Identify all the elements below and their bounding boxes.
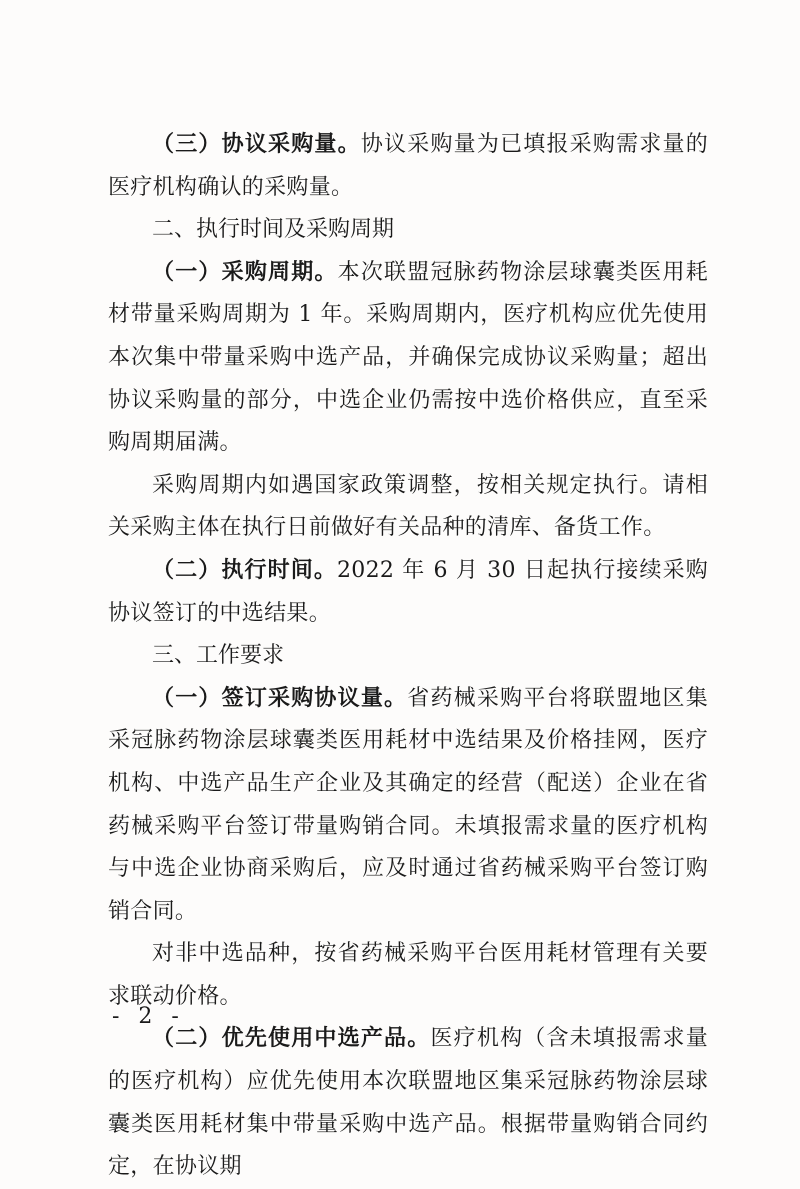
paragraph-lead: （三）协议采购量。 — [152, 132, 361, 157]
paragraph-text: 对非中选品种，按省药械采购平台医用耗材管理有关要求联动价格。 — [108, 941, 708, 1009]
paragraph-agreed-volume — [108, 124, 708, 209]
paragraph-policy-adjustment — [108, 465, 708, 550]
paragraph-text: 采购周期内如遇国家政策调整，按相关规定执行。请相关采购主体在执行日前做好有关品种的清库、备货工作。 — [108, 472, 708, 541]
paragraph-text: 协议采购量为已填报采购需求量的医疗机构确认的采购量。 — [108, 132, 708, 200]
section-heading-requirements: 三、工作要求 — [152, 643, 285, 669]
paragraph-lead: （二）执行时间。 — [152, 557, 337, 583]
paragraph-non-selected — [108, 933, 708, 1018]
paragraph-lead: （一）签订采购协议量。 — [152, 685, 408, 711]
paragraph-text: 医疗机构（含未填报需求量的医疗机构）应优先使用本次联盟地区集采冠脉药物涂层球囊类医用耗材集中带量采购中选产品。根据带量购销合同约定，在协议期 — [108, 1026, 708, 1180]
section-heading-execution: 二、执行时间及采购周期 — [152, 217, 395, 243]
paragraph-text: 省药械采购平台将联盟地区集采冠脉药物涂层球囊类医用耗材中选结果及价格挂网，医疗机构、中选产品生产企业及其确定的经营（配送）企业在省药械采购平台签订带量购销合同。未填报需求量的医疗机构与中选企业协商采购后，应及时通过省药械采购平台签订购销合同。 — [108, 685, 708, 924]
paragraph-text: 2022 年 6 月 30 日起执行接续采购协议签订的中选结果。 — [108, 557, 708, 626]
paragraph-priority-use — [108, 1018, 708, 1188]
paragraph-lead: （一）采购周期。 — [152, 259, 338, 285]
paragraph-sign-agreement — [108, 678, 708, 934]
paragraph-execution-time — [108, 550, 708, 635]
paragraph-text: 本次联盟冠脉药物涂层球囊类医用耗材带量采购周期为 1 年。采购周期内，医疗机构应优先使用本次集中带量采购中选产品，并确保完成协议采购量；超出协议采购量的部分，中选企业仍需按中选价格供应，直至采购周期届满。 — [108, 259, 708, 456]
body-text — [108, 124, 708, 1189]
paragraph-procurement-period — [108, 252, 708, 465]
paragraph-lead: （二）优先使用中选产品。 — [152, 1026, 431, 1052]
page-number: - 2 - — [112, 1004, 185, 1029]
